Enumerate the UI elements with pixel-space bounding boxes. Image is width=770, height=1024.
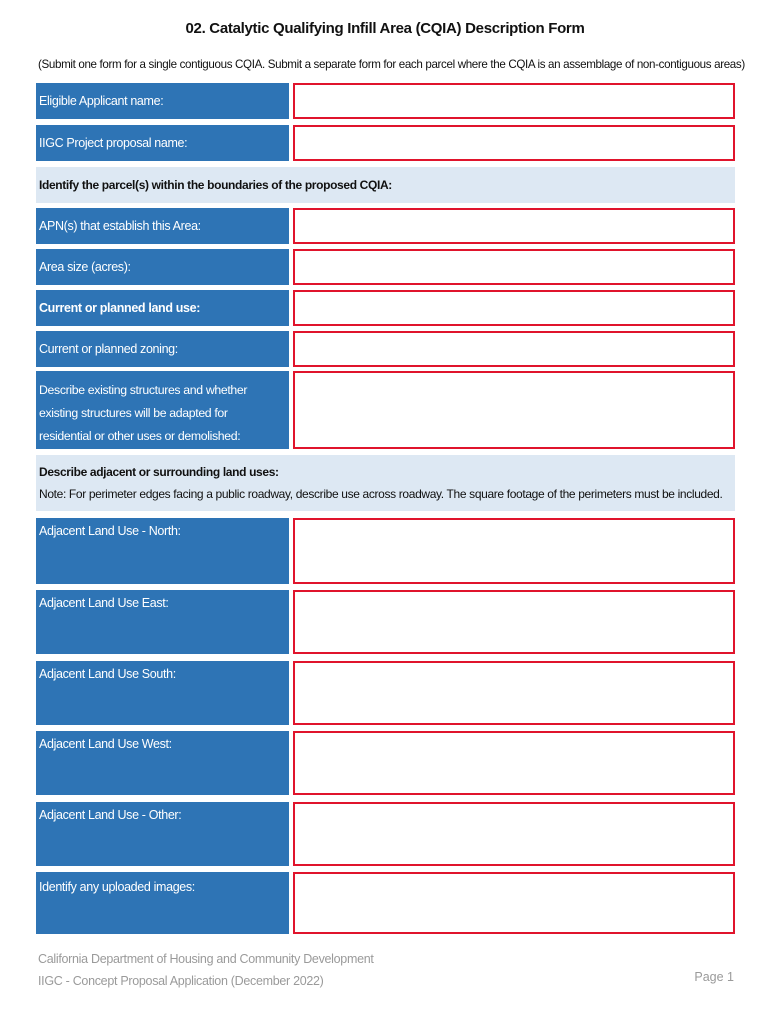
applicant-name-label: Eligible Applicant name:	[36, 83, 289, 119]
row-adjacent-north	[36, 518, 735, 584]
adjacent-section-header	[36, 455, 735, 511]
existing-structures-label	[36, 371, 289, 449]
adjacent-east-input[interactable]	[293, 590, 735, 654]
form-title: 02. Catalytic Qualifying Infill Area (CQIA) Description Form	[185, 20, 585, 37]
footer-department: California Department of Housing and Community Development	[38, 952, 374, 966]
parcels-heading: Identify the parcel(s) within the boundaries of the proposed CQIA:	[39, 178, 392, 192]
uploaded-images-label: Identify any uploaded images:	[36, 872, 289, 934]
parcels-section-header	[36, 167, 735, 203]
existing-structures-label-line-1: Describe existing structures and whether	[39, 383, 248, 397]
existing-structures-label-line-2: existing structures will be adapted for	[39, 406, 228, 420]
row-adjacent-west	[36, 731, 735, 795]
row-existing-structures	[36, 371, 735, 449]
row-project-name	[36, 125, 735, 161]
land-use-input[interactable]	[293, 290, 735, 326]
page-number: Page 1	[694, 970, 734, 984]
existing-structures-label-line-3: residential or other uses or demolished:	[39, 429, 241, 443]
apns-input[interactable]	[293, 208, 735, 244]
adjacent-west-label: Adjacent Land Use West:	[36, 731, 289, 795]
row-adjacent-east	[36, 590, 735, 654]
adjacent-heading: Describe adjacent or surrounding land uses:	[39, 465, 279, 479]
adjacent-note: Note: For perimeter edges facing a public roadway, describe use across roadway. The square footage of the perimeters must be included.	[39, 487, 723, 501]
adjacent-south-input[interactable]	[293, 661, 735, 725]
row-area-size	[36, 249, 735, 285]
row-zoning	[36, 331, 735, 367]
adjacent-west-input[interactable]	[293, 731, 735, 795]
zoning-label: Current or planned zoning:	[36, 331, 289, 367]
footer-application: IIGC - Concept Proposal Application (December 2022)	[38, 974, 324, 988]
adjacent-east-label: Adjacent Land Use East:	[36, 590, 289, 654]
existing-structures-input[interactable]	[293, 371, 735, 449]
adjacent-south-label: Adjacent Land Use South:	[36, 661, 289, 725]
adjacent-north-label: Adjacent Land Use - North:	[36, 518, 289, 584]
form-instructions: (Submit one form for a single contiguous CQIA. Submit a separate form for each parcel where the CQIA is an assemblage of non-contiguous areas)	[38, 58, 745, 71]
row-uploaded-images	[36, 872, 735, 934]
adjacent-other-label: Adjacent Land Use - Other:	[36, 802, 289, 866]
applicant-name-input[interactable]	[293, 83, 735, 119]
row-land-use	[36, 290, 735, 326]
page-footer	[38, 948, 374, 992]
adjacent-other-input[interactable]	[293, 802, 735, 866]
zoning-input[interactable]	[293, 331, 735, 367]
row-apns	[36, 208, 735, 244]
area-size-label: Area size (acres):	[36, 249, 289, 285]
uploaded-images-input[interactable]	[293, 872, 735, 934]
land-use-label: Current or planned land use:	[36, 290, 289, 326]
row-applicant-name	[36, 83, 735, 119]
adjacent-north-input[interactable]	[293, 518, 735, 584]
row-adjacent-other	[36, 802, 735, 866]
project-name-label: IIGC Project proposal name:	[36, 125, 289, 161]
area-size-input[interactable]	[293, 249, 735, 285]
project-name-input[interactable]	[293, 125, 735, 161]
row-adjacent-south	[36, 661, 735, 725]
apns-label: APN(s) that establish this Area:	[36, 208, 289, 244]
